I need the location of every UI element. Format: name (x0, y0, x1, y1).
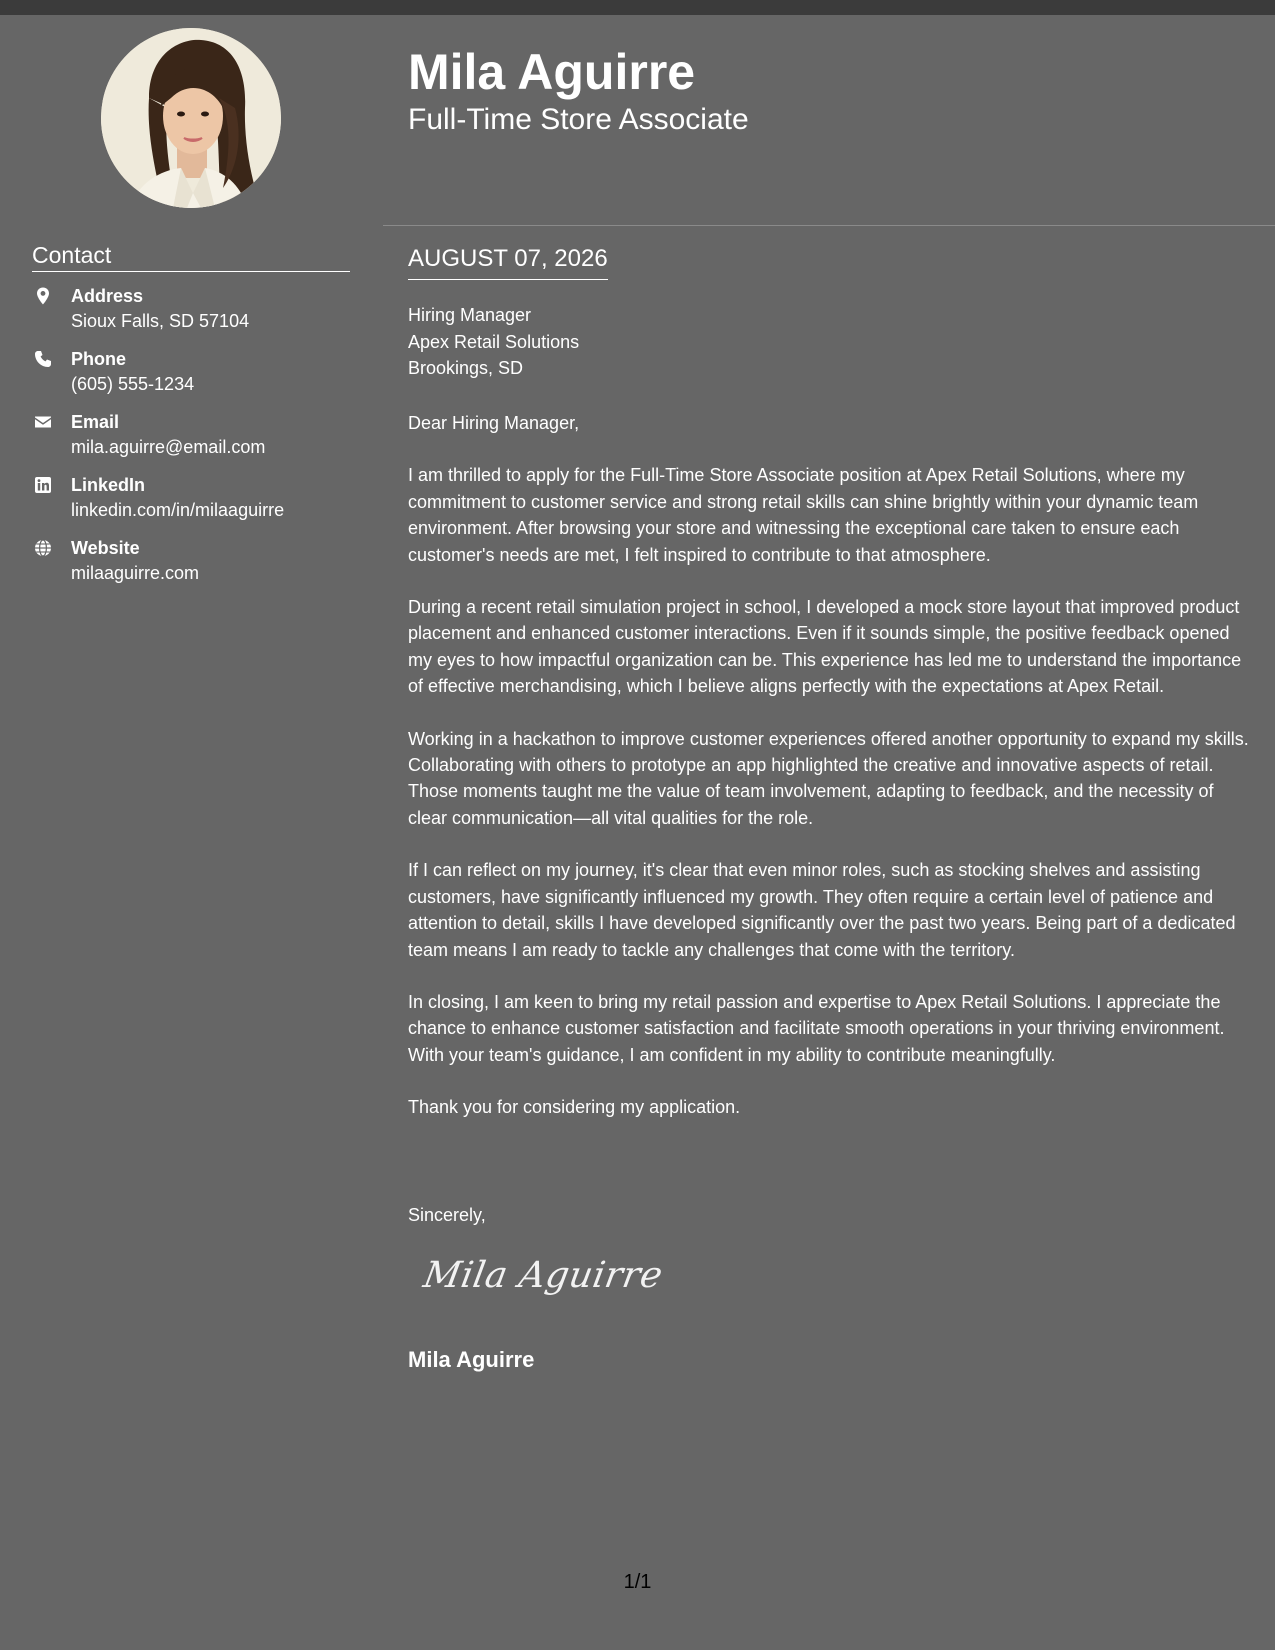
handwritten-signature: Mila Aguirre (420, 1255, 666, 1296)
top-strip (0, 0, 1275, 15)
contact-email (32, 411, 362, 474)
page-number: 1/1 (623, 1571, 652, 1593)
applicant-name: Mila Aguirre (408, 44, 696, 100)
letter-paragraph: During a recent retail simulation project in school, I developed a mock store layout that improved product placement and enhanced customer interactions. Even if it sounds simple, the positive feedback opened my eyes to how impactful organization can be. This experience has led me to understand the importance of effective merchandising, which I believe aligns perfectly with the expectations at Apex Retail. (408, 597, 1242, 697)
recipient-line: Hiring Manager (408, 305, 532, 325)
linkedin-icon (34, 476, 52, 494)
job-title: Full-Time Store Associate (408, 103, 749, 136)
letter-date: AUGUST 07, 2026 (408, 244, 608, 280)
map-pin-icon (34, 287, 52, 305)
contact-value: Sioux Falls, SD 57104 (71, 311, 250, 331)
letter-paragraph: Thank you for considering my application. (408, 1097, 741, 1118)
letter-paragraph: If I can reflect on my journey, it's clear that even minor roles, such as stocking shelves and assisting customers, have significantly influenced my growth. They often require a certain level of patience and attention to detail, skills I have developed significantly over the past two years. Being part of a dedicated team means I am ready to tackle any challenges that come with the territory. (408, 860, 1236, 960)
contact-heading: Contact (32, 240, 350, 272)
contact-label: LinkedIn (71, 475, 146, 495)
header-divider (383, 225, 1275, 226)
contact-value: (605) 555-1234 (71, 374, 195, 394)
phone-icon (34, 350, 52, 368)
closing: Sincerely, (408, 1205, 486, 1225)
envelope-icon (34, 413, 52, 431)
contact-value[interactable]: mila.aguirre@email.com (71, 437, 266, 457)
contact-website (32, 537, 362, 600)
letter-paragraph: I am thrilled to apply for the Full-Time Store Associate position at Apex Retail Solutions, where my commitment to customer service and strong retail skills can shine brightly within your dynamic team environment. After browsing your store and witnessing the exceptional care taken to ensure each customer's needs are met, I felt inspired to contribute to that atmosphere. (408, 465, 1199, 565)
contact-value[interactable]: linkedin.com/in/milaaguirre (71, 500, 285, 520)
globe-icon (34, 539, 52, 557)
recipient-block (408, 302, 579, 382)
avatar-illustration (101, 28, 281, 208)
contact-phone (32, 348, 362, 411)
contact-label: Phone (71, 349, 127, 369)
contact-label: Address (71, 286, 144, 306)
signer-name: Mila Aguirre (408, 1347, 535, 1372)
salutation: Dear Hiring Manager, (408, 413, 580, 433)
letter-paragraph: In closing, I am keen to bring my retail passion and expertise to Apex Retail Solutions. I appreciate the chance to enhance customer satisfaction and facilitate smooth operations in your thriving environment. With your team's guidance, I am confident in my ability to contribute meaningfully. (408, 991, 1225, 1065)
contact-address (32, 285, 362, 348)
contact-list (32, 285, 362, 600)
letter-body (408, 410, 1250, 1147)
contact-linkedin (32, 474, 362, 537)
recipient-line: Brookings, SD (408, 358, 524, 378)
letter-paragraph: Working in a hackathon to improve customer experiences offered another opportunity to expand my skills. Collaborating with others to prototype an app highlighted the creative and innovative aspects of retail. Those moments taught me the value of team involvement, adapting to feedback, and the necessity of clear communication—all vital qualities for the role. (408, 728, 1249, 828)
contact-label: Website (71, 538, 140, 558)
contact-value[interactable]: milaaguirre.com (71, 563, 200, 583)
contact-label: Email (71, 412, 120, 432)
profile-photo (101, 28, 281, 208)
recipient-line: Apex Retail Solutions (408, 331, 580, 352)
